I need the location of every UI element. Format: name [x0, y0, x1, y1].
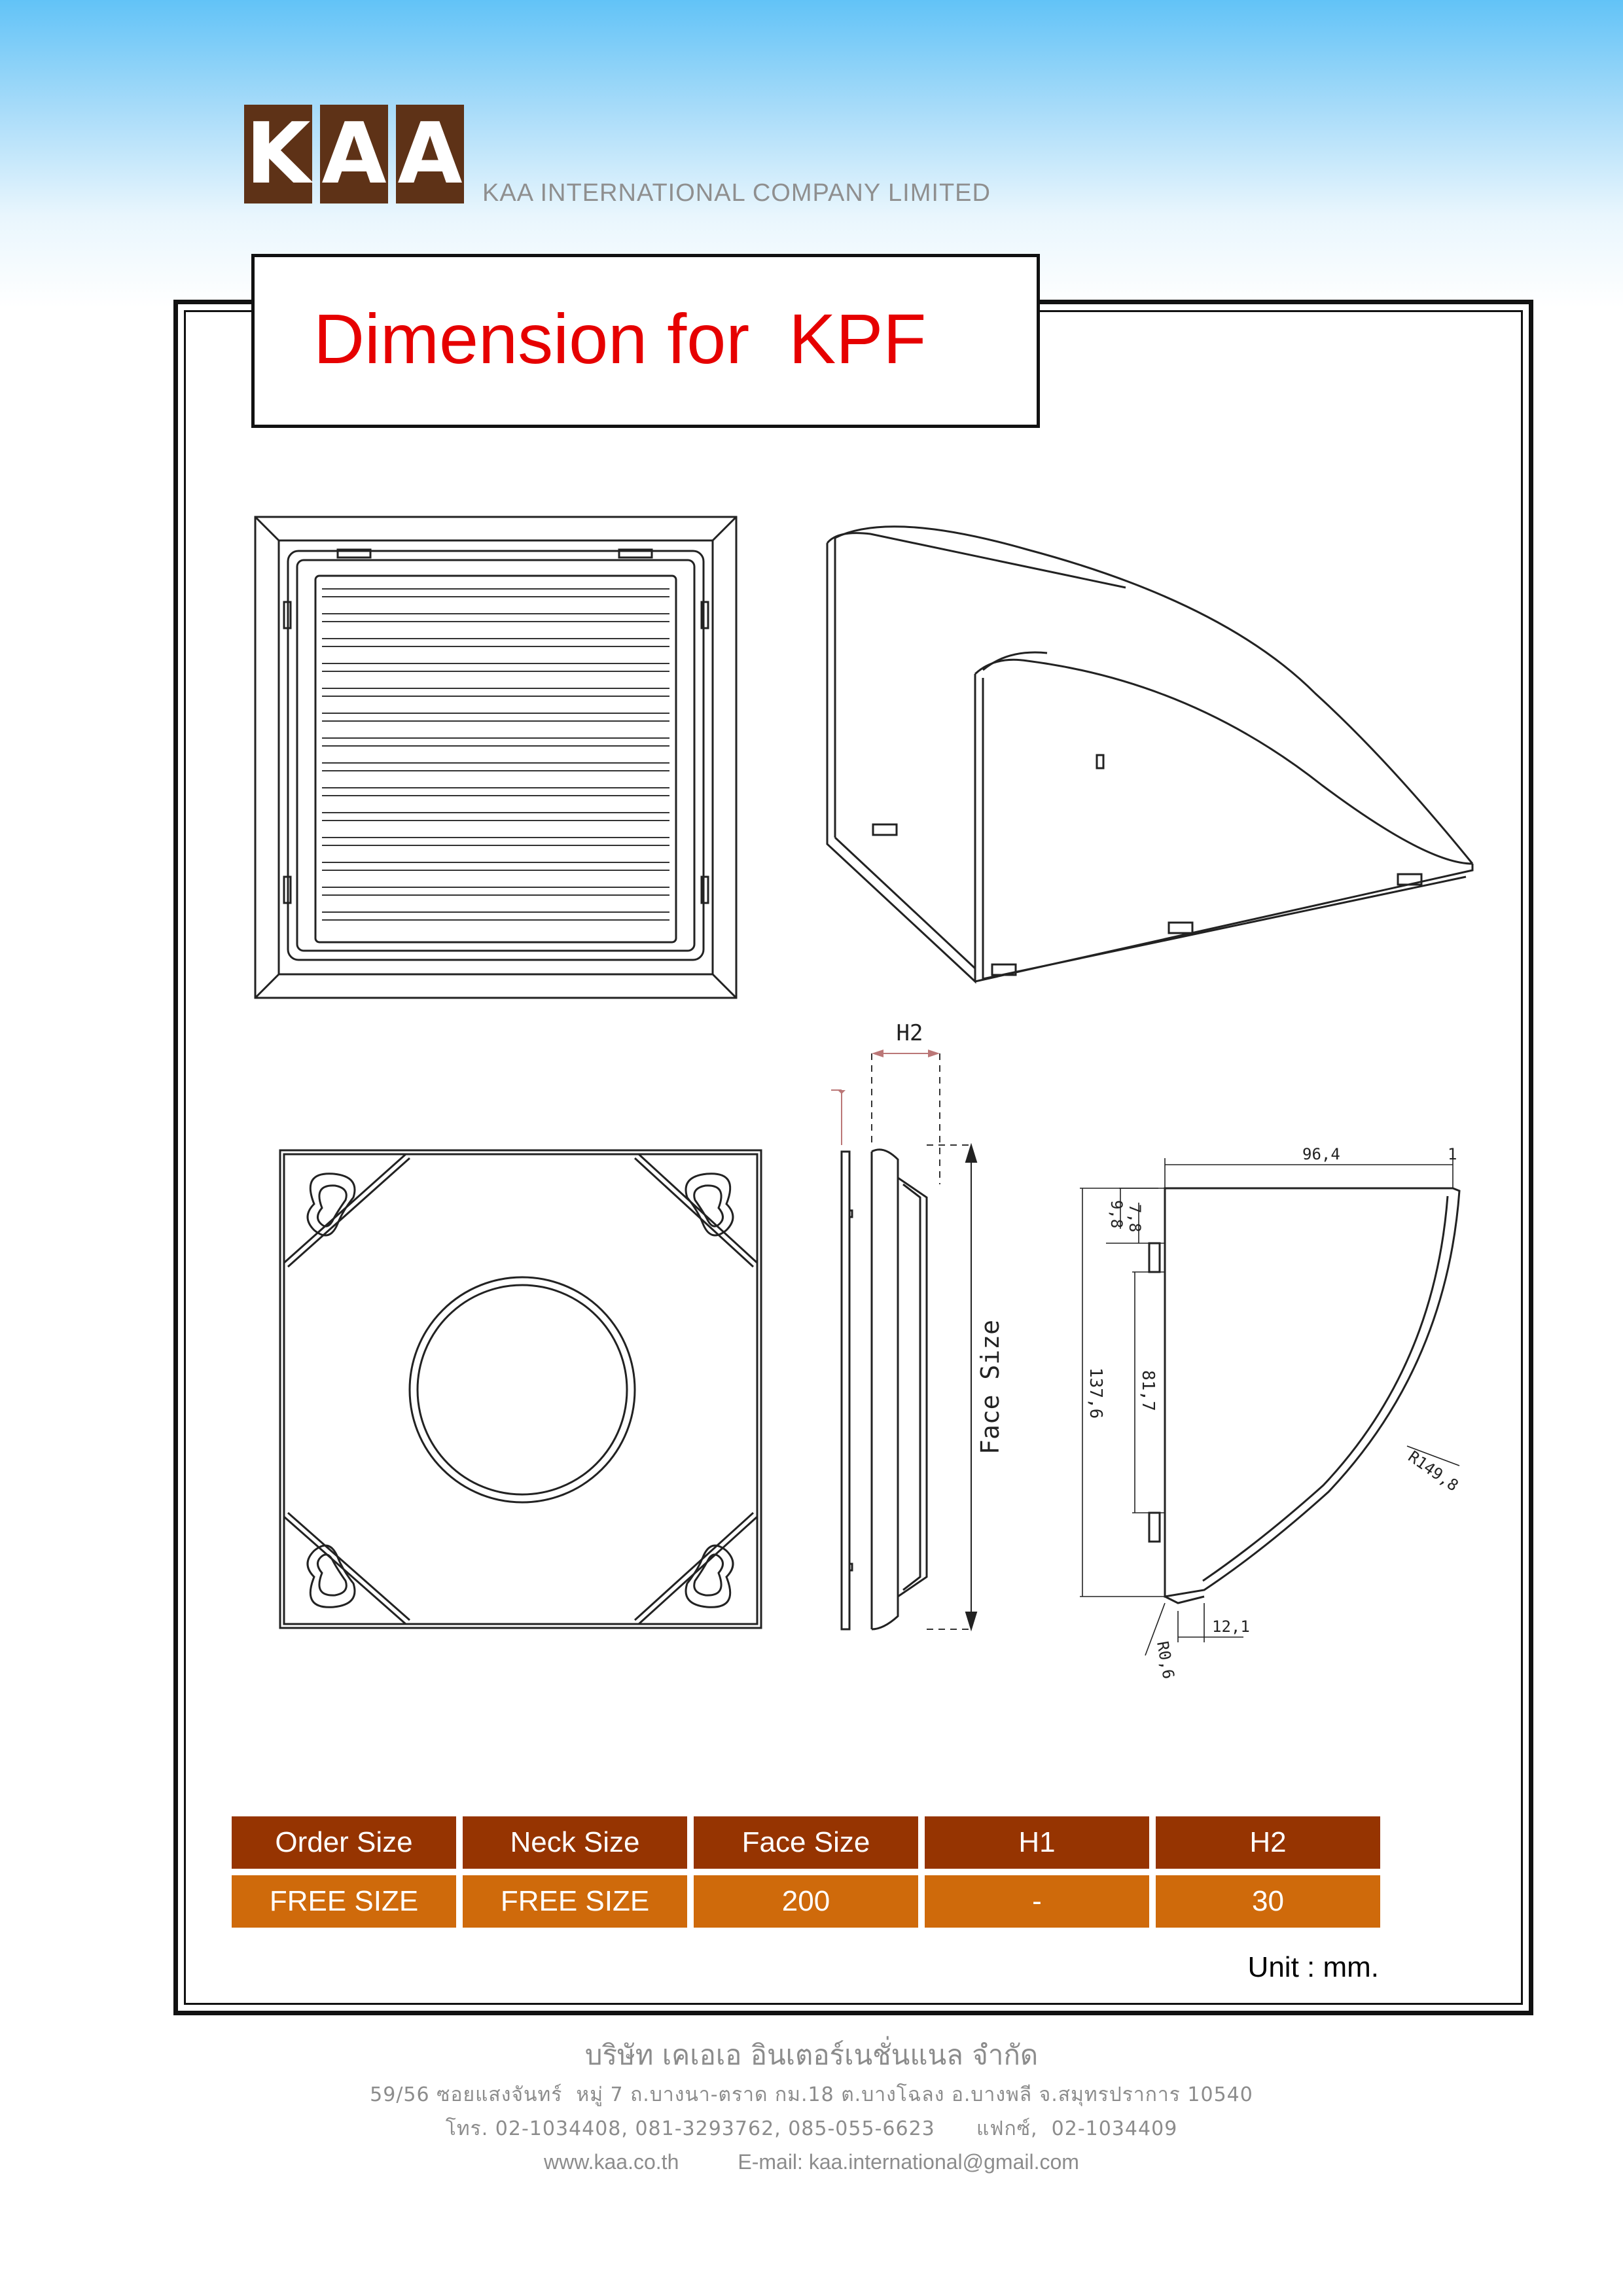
column-header: Order Size — [232, 1816, 456, 1869]
table-header-row — [232, 1816, 1380, 1869]
company-logo — [244, 105, 464, 203]
table-cell: FREE SIZE — [463, 1875, 687, 1928]
footer-company-thai: บริษัท เคเอเอ อินเตอร์เนชั่นแนล จำกัด — [584, 2039, 1039, 2071]
h2-label: H2 — [896, 1020, 923, 1046]
dim-small-a-label: 9,8 — [1107, 1200, 1126, 1229]
table-row — [232, 1875, 1380, 1928]
footer-phone: โทร. 02-1034408, 081-3293762, 085-055-6623 แฟกซ์, 02-1034409 — [445, 2117, 1178, 2140]
unit-label: Unit : mm. — [1247, 1951, 1379, 1983]
rear-plate-drawing — [275, 1145, 779, 1636]
hood-perspective-drawing — [798, 510, 1492, 995]
dim-top-label: 1 — [1448, 1145, 1457, 1163]
dim-r06-label: R0,6 — [1153, 1640, 1178, 1680]
table-cell: 200 — [694, 1875, 918, 1928]
column-header: Neck Size — [463, 1816, 687, 1869]
dim-small-b-label: 7,8 — [1126, 1204, 1144, 1233]
logo-tile — [396, 105, 464, 203]
dim-height-label: 137,6 — [1086, 1368, 1105, 1419]
dim-radius-label: R149,8 — [1404, 1447, 1462, 1495]
page-title: Dimension for KPF — [313, 299, 927, 378]
footer-address: 59/56 ซอยแสงจันทร์ หมู่ 7 ถ.บางนา-ตราด กม.18 ต.บางโฉลง อ.บางพลี จ.สมุทรปราการ 10540 — [370, 2083, 1253, 2106]
logo-tile — [320, 105, 388, 203]
company-name: KAA INTERNATIONAL COMPANY LIMITED — [482, 179, 991, 207]
spec-table — [225, 1810, 1387, 1934]
dimensioned-section-drawing — [1067, 1145, 1486, 1688]
front-grille-drawing — [249, 510, 746, 1001]
logo-letter: K — [245, 105, 311, 203]
footer-contact — [0, 2150, 1623, 2174]
footer-website-link[interactable]: www.kaa.co.th — [544, 2150, 679, 2174]
dim-bottom-label: 12,1 — [1212, 1617, 1250, 1636]
dim-inner-label: 81,7 — [1138, 1370, 1158, 1411]
footer-email-link[interactable]: E-mail: kaa.international@gmail.com — [738, 2150, 1079, 2174]
table-cell: FREE SIZE — [232, 1875, 456, 1928]
logo-tile — [244, 105, 312, 203]
table-cell: 30 — [1156, 1875, 1380, 1928]
column-header: Face Size — [694, 1816, 918, 1869]
table-cell: - — [925, 1875, 1149, 1928]
dim-width-label: 96,4 — [1302, 1145, 1340, 1163]
face-size-label: Face Size — [976, 1320, 1005, 1455]
side-profile-drawing — [812, 1014, 1047, 1642]
column-header: H2 — [1156, 1816, 1380, 1869]
column-header: H1 — [925, 1816, 1149, 1869]
logo-letter: A — [397, 105, 463, 203]
title-box — [251, 254, 1040, 428]
logo-letter: A — [321, 105, 387, 203]
